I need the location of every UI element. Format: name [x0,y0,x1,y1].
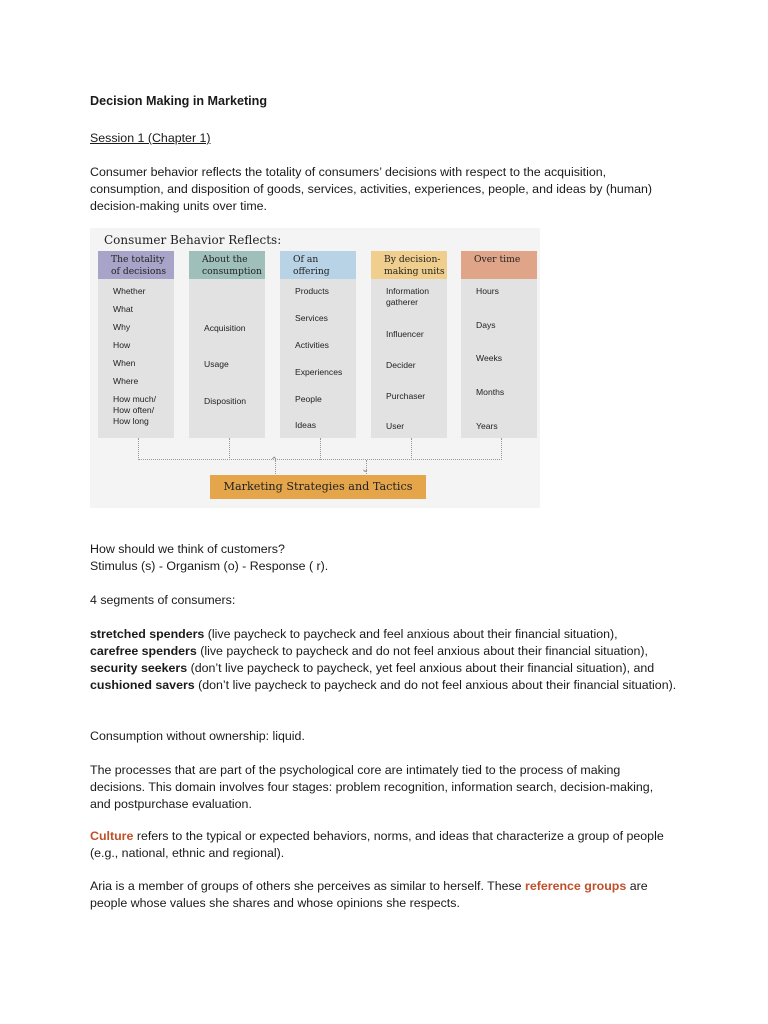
seg2-term: carefree spenders [90,644,197,658]
column-header: The totality of decisions [98,251,174,279]
figure-title: Consumer Behavior Reflects: [104,233,282,247]
column-item: Acquisition [204,323,246,333]
connector-line [501,438,502,460]
column-item: Influencer [386,329,424,339]
seg3-text: (don’t live paycheck to paycheck, yet feel anxious about their financial situation), and [187,661,655,675]
column-item: Information gatherer [386,286,429,307]
column-item: Ideas [295,420,317,430]
figure-column [371,251,447,438]
figure-column [189,251,265,438]
seg4-text: (don’t live paycheck to paycheck and do not feel anxious about their financial situation). [194,678,677,692]
culture-paragraph [90,828,680,862]
column-item: Months [476,387,505,397]
segments-heading: 4 segments of consumers: [90,593,236,607]
doc-title: Decision Making in Marketing [90,94,268,108]
processes-paragraph: The processes that are part of the psychological core are intimately tied to the process of making decisions. This domain involves four stages: problem recognition, information search, decision-making, and postpurchase evaluation. [90,763,654,811]
figure-column [280,251,356,438]
column-item: Decider [386,360,416,370]
column-item: Years [476,421,498,431]
column-header: By decision-making units [371,251,447,279]
column-item: Purchaser [386,391,426,401]
connector-line [138,438,139,460]
column-item: How much/ How often/ How long [113,394,156,426]
seg3-term: security seekers [90,661,188,675]
column-item: When [113,358,136,368]
column-header: Of an offering [280,251,356,279]
down-arrow-icon: ⌄ [361,464,370,475]
marketing-strategies-box: Marketing Strategies and Tactics [210,475,426,499]
column-header: Over time [461,251,537,279]
aria-post: are people whose values she shares and whose opinions she respects. [90,879,648,910]
consumer-behavior-figure [90,228,540,508]
figure-column [461,251,537,438]
column-item: Whether [113,286,146,296]
session-heading: Session 1 (Chapter 1) [90,131,211,145]
column-header: About the consumption [189,251,265,279]
column-item: User [386,421,405,431]
connector-line [229,438,230,460]
up-arrow-icon: ⌃ [270,456,279,467]
aria-paragraph [90,878,670,912]
column-item: Activities [295,340,329,350]
column-item: Days [476,320,496,330]
connector-line [411,438,412,460]
column-item: Usage [204,359,229,369]
reference-groups-term: reference groups [525,879,627,893]
aria-pre: Aria is a member of groups of others she perceives as similar to herself. These [90,879,526,893]
seg1-text: (live paycheck to paycheck and feel anxious about their financial situation), [204,627,618,641]
column-item: Why [113,322,131,332]
culture-term: Culture [90,829,134,843]
connector-line [320,438,321,460]
intro-paragraph: Consumer behavior reflects the totality of consumers’ decisions with respect to the acquisition, consumption, and disposition of goods, services, activities, experiences, people, and ideas by (human) decision-making units over time. [90,165,653,213]
column-item: Weeks [476,353,503,363]
column-item: Where [113,376,139,386]
column-item: People [295,394,322,404]
column-item: Experiences [295,367,343,377]
seg4-term: cushioned savers [90,678,195,692]
question-line: How should we think of customers? [90,542,285,556]
column-item: Hours [476,286,499,296]
culture-text: refers to the typical or expected behaviors, norms, and ideas that characterize a group of people (e.g., national, ethnic and regional). [90,829,664,860]
column-item: Services [295,313,328,323]
column-item: Disposition [204,396,247,406]
seg1-term: stretched spenders [90,627,205,641]
connector-bus [138,459,502,460]
seg2-text: (live paycheck to paycheck and do not feel anxious about their financial situation), [196,644,648,658]
segments-paragraph [90,626,680,694]
figure-column [98,251,174,438]
column-item: How [113,340,131,350]
column-item: Products [295,286,329,296]
column-item: What [113,304,134,314]
consumption-line: Consumption without ownership: liquid. [90,729,305,743]
sor-line: Stimulus (s) - Organism (o) - Response ( r). [90,559,329,573]
